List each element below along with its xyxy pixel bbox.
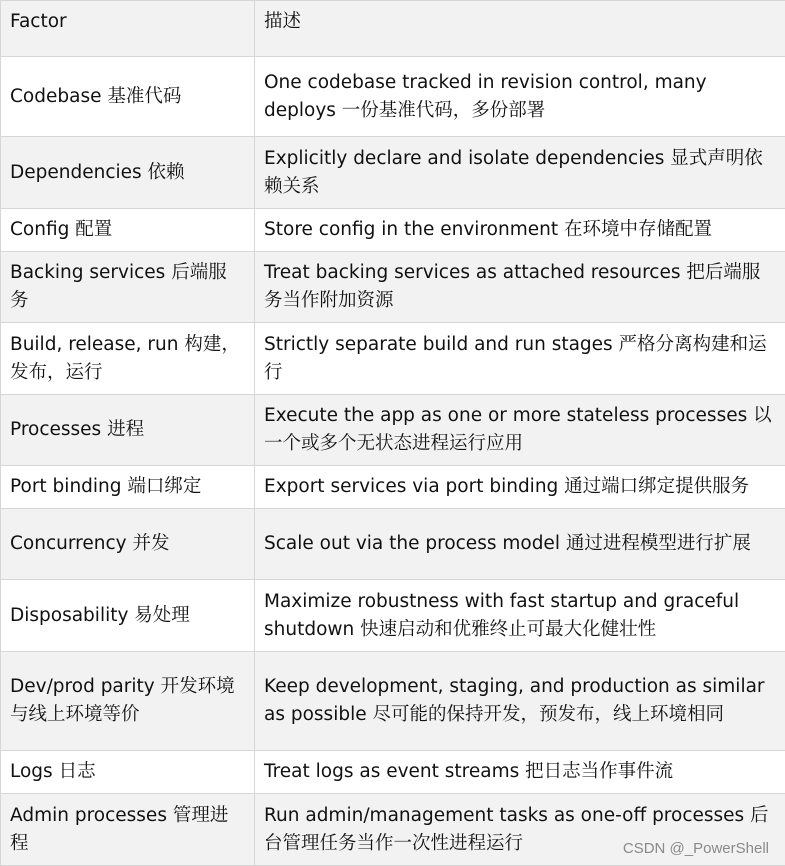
factor-cell: Dependencies 依赖	[1, 137, 255, 209]
factor-cell: Backing services 后端服务	[1, 252, 255, 323]
description-cell: Scale out via the process model 通过进程模型进行扩展	[255, 509, 785, 580]
description-cell: Treat logs as event streams 把日志当作事件流	[255, 751, 785, 794]
factor-cell: Processes 进程	[1, 395, 255, 466]
table-row	[1, 57, 785, 137]
table-row	[1, 395, 785, 466]
table-row	[1, 252, 785, 323]
description-cell: Execute the app as one or more stateless processes 以一个或多个无状态进程运行应用	[255, 395, 785, 466]
description-cell: Treat backing services as attached resources 把后端服务当作附加资源	[255, 252, 785, 323]
description-cell: Keep development, staging, and production as similar as possible 尽可能的保持开发，预发布，线上环境相同	[255, 652, 785, 751]
description-cell: One codebase tracked in revision control, many deploys 一份基准代码，多份部署	[255, 57, 785, 137]
table-row	[1, 209, 785, 252]
description-cell: Export services via port binding 通过端口绑定提供服务	[255, 466, 785, 509]
factor-cell: Disposability 易处理	[1, 580, 255, 652]
table-row	[1, 466, 785, 509]
watermark: CSDN @_PowerShell	[623, 840, 769, 857]
table-row	[1, 509, 785, 580]
factor-cell: Codebase 基准代码	[1, 57, 255, 137]
factor-cell: Dev/prod parity 开发环境与线上环境等价	[1, 652, 255, 751]
table-row	[1, 652, 785, 751]
table-row	[1, 323, 785, 395]
factor-cell: Config 配置	[1, 209, 255, 252]
table-header-row	[1, 1, 785, 57]
description-cell: Maximize robustness with fast startup and graceful shutdown 快速启动和优雅终止可最大化健壮性	[255, 580, 785, 652]
header-factor: Factor	[1, 1, 255, 57]
factor-cell: Build, release, run 构建，发布，运行	[1, 323, 255, 395]
factor-cell: Logs 日志	[1, 751, 255, 794]
table-row	[1, 580, 785, 652]
table-row	[1, 137, 785, 209]
table-row	[1, 751, 785, 794]
factor-cell: Admin processes 管理进程	[1, 794, 255, 866]
description-cell: Strictly separate build and run stages 严格分离构建和运行	[255, 323, 785, 395]
factor-cell: Concurrency 并发	[1, 509, 255, 580]
description-cell: Run admin/management tasks as one-off processes 后台管理任务当作一次性进程运行	[255, 794, 785, 866]
description-cell: Explicitly declare and isolate dependencies 显式声明依赖关系	[255, 137, 785, 209]
factor-cell: Port binding 端口绑定	[1, 466, 255, 509]
description-cell: Store config in the environment 在环境中存储配置	[255, 209, 785, 252]
header-description: 描述	[255, 1, 785, 57]
